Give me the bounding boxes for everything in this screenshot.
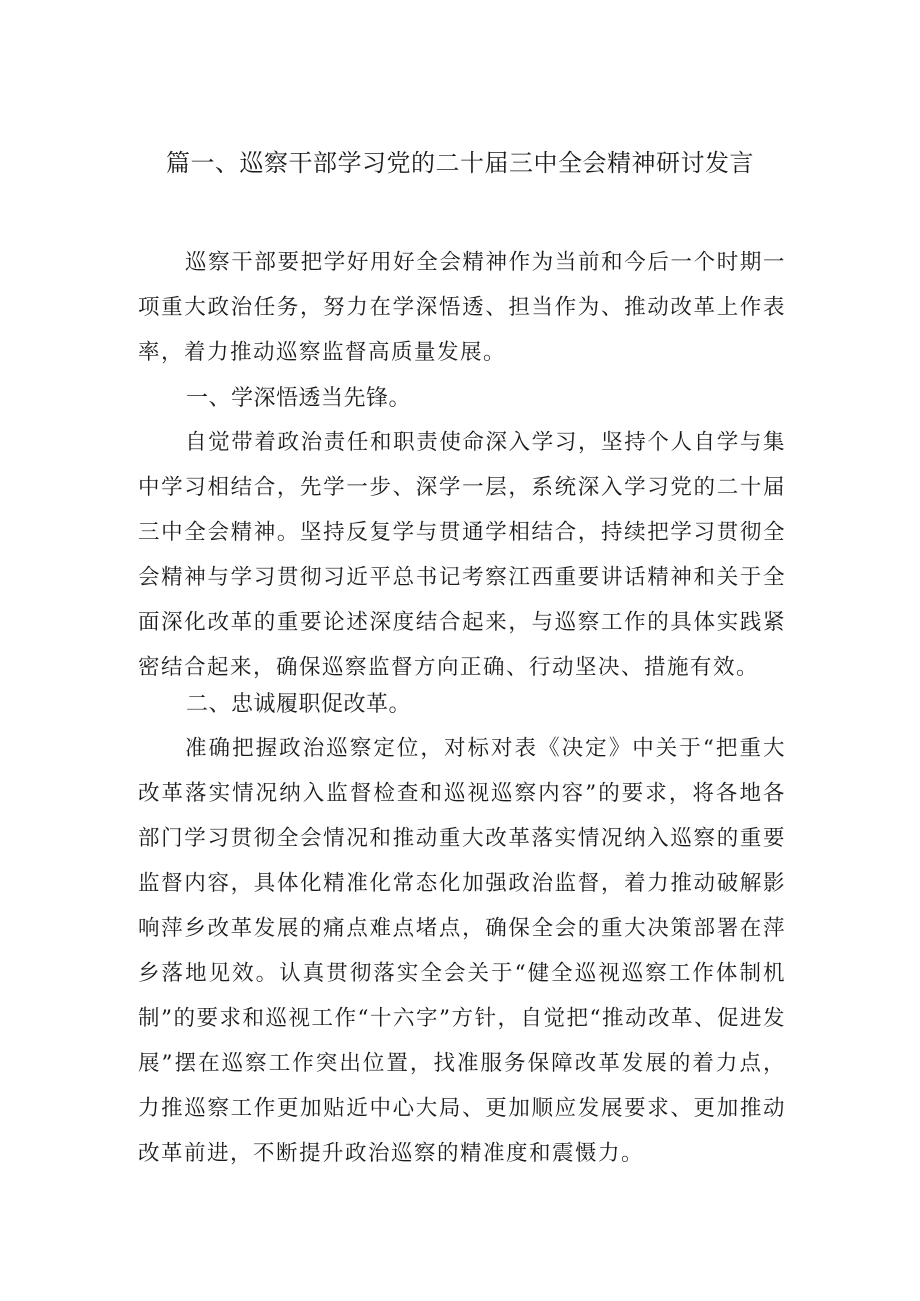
section2-heading: 二、忠诚履职促改革。: [186, 692, 412, 717]
intro-paragraph: 巡察干部要把学好用好全会精神作为当前和今后一个时期一项重大政治任务，努力在学深悟透、担当作为、推动改革上作表率，着力推动巡察监督高质量发展。: [138, 250, 786, 365]
document-title: 篇一、巡察干部学习党的二十届三中全会精神研讨发言: [166, 149, 754, 177]
section1-heading: 一、学深悟透当先锋。: [186, 386, 412, 411]
section2-paragraph: 准确把握政治巡察定位，对标对表《决定》中关于“把重大改革落实情况纳入监督检查和巡视巡察内容”的要求，将各地各部门学习贯彻全会情况和推动重大改革落实情况纳入巡察的重要监督内容，具体化精准化常态化加强政治监督，着力推动破解影响萍乡改革发展的痛点难点堵点，确保全会的重大决策部署在萍乡落地见效。认真贯彻落实全会关于“健全巡视巡察工作体制机制”的要求和巡视工作“十六字”方针，自觉把“推动改革、促进发展”摆在巡察工作突出位置，找准服务保障改革发展的着力点，力推巡察工作更加贴近中心大局、更加顺应发展要求、更加推动改革前进，不断提升政治巡察的精准度和震慑力。: [138, 736, 786, 1166]
section1-paragraph: 自觉带着政治责任和职责使命深入学习，坚持个人自学与集中学习相结合，先学一步、深学一层，系统深入学习党的二十届三中全会精神。坚持反复学与贯通学相结合，持续把学习贯彻全会精神与学习贯彻习近平总书记考察江西重要讲话精神和关于全面深化改革的重要论述深度结合起来，与巡察工作的具体实践紧密结合起来，确保巡察监督方向正确、行动坚决、措施有效。: [138, 430, 786, 680]
